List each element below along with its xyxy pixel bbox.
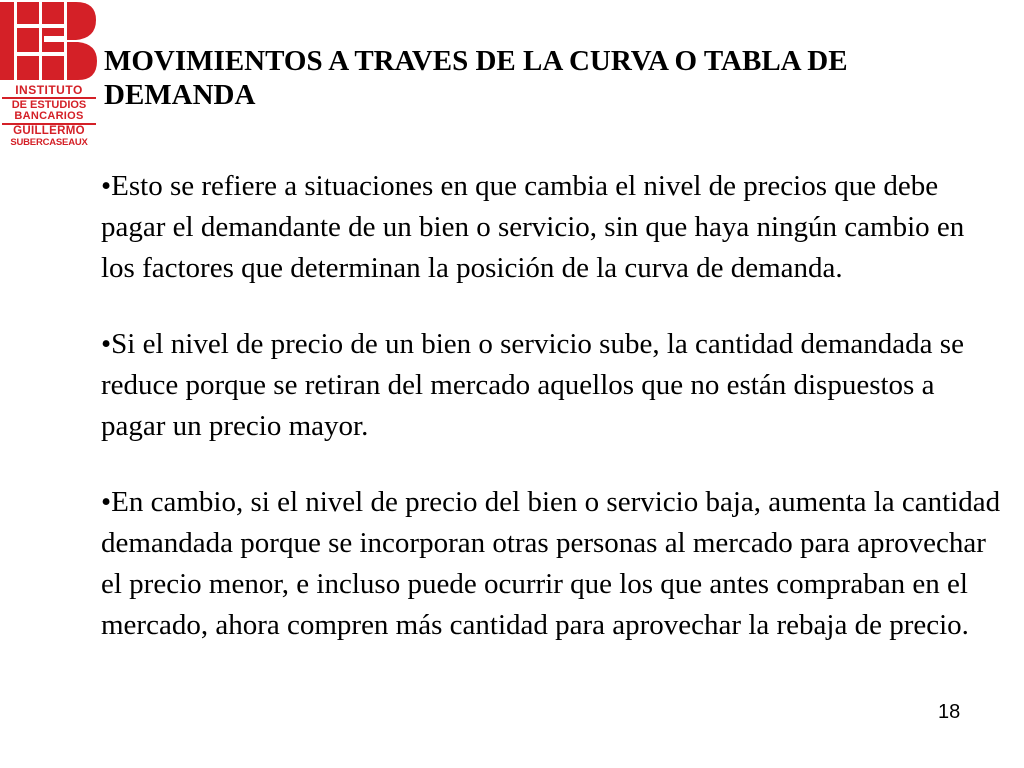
bullet-paragraph: •Si el nivel de precio de un bien o servicio sube, la cantidad demandada se reduce porque se retiran del mercado aquellos que no están dispuestos a pagar un precio mayor. bbox=[101, 328, 964, 442]
bullet-paragraph: •En cambio, si el nivel de precio del bien o servicio baja, aumenta la cantidad demandada porque se incorporan otras personas al mercado para aprovechar el precio menor, e incluso puede ocurrir que los que antes compraban en el mercado, ahora compren más cantidad para aprovechar la rebaja de precio. bbox=[101, 486, 1001, 641]
logo-text bbox=[0, 84, 98, 147]
bullet-paragraph: •Esto se refiere a situaciones en que cambia el nivel de precios que debe pagar el demandante de un bien o servicio, sin que haya ningún cambio en los factores que determinan la posición de la curva de demanda. bbox=[101, 170, 965, 284]
institute-logo bbox=[0, 0, 98, 150]
logo-line-5: SUBERCASEAUX bbox=[10, 136, 88, 148]
logo-line-2: DE ESTUDIOS bbox=[11, 99, 87, 111]
logo-line-3: BANCARIOS bbox=[14, 110, 84, 122]
page-number: 18 bbox=[938, 701, 961, 723]
slide-title: MOVIMIENTOS A TRAVES DE LA CURVA O TABLA DE DEMANDA bbox=[104, 45, 848, 111]
logo-line-4: GUILLERMO bbox=[13, 125, 85, 137]
logo-mark-icon bbox=[0, 0, 98, 82]
slide-body bbox=[101, 166, 1001, 681]
logo-line-1: INSTITUTO bbox=[15, 83, 83, 97]
